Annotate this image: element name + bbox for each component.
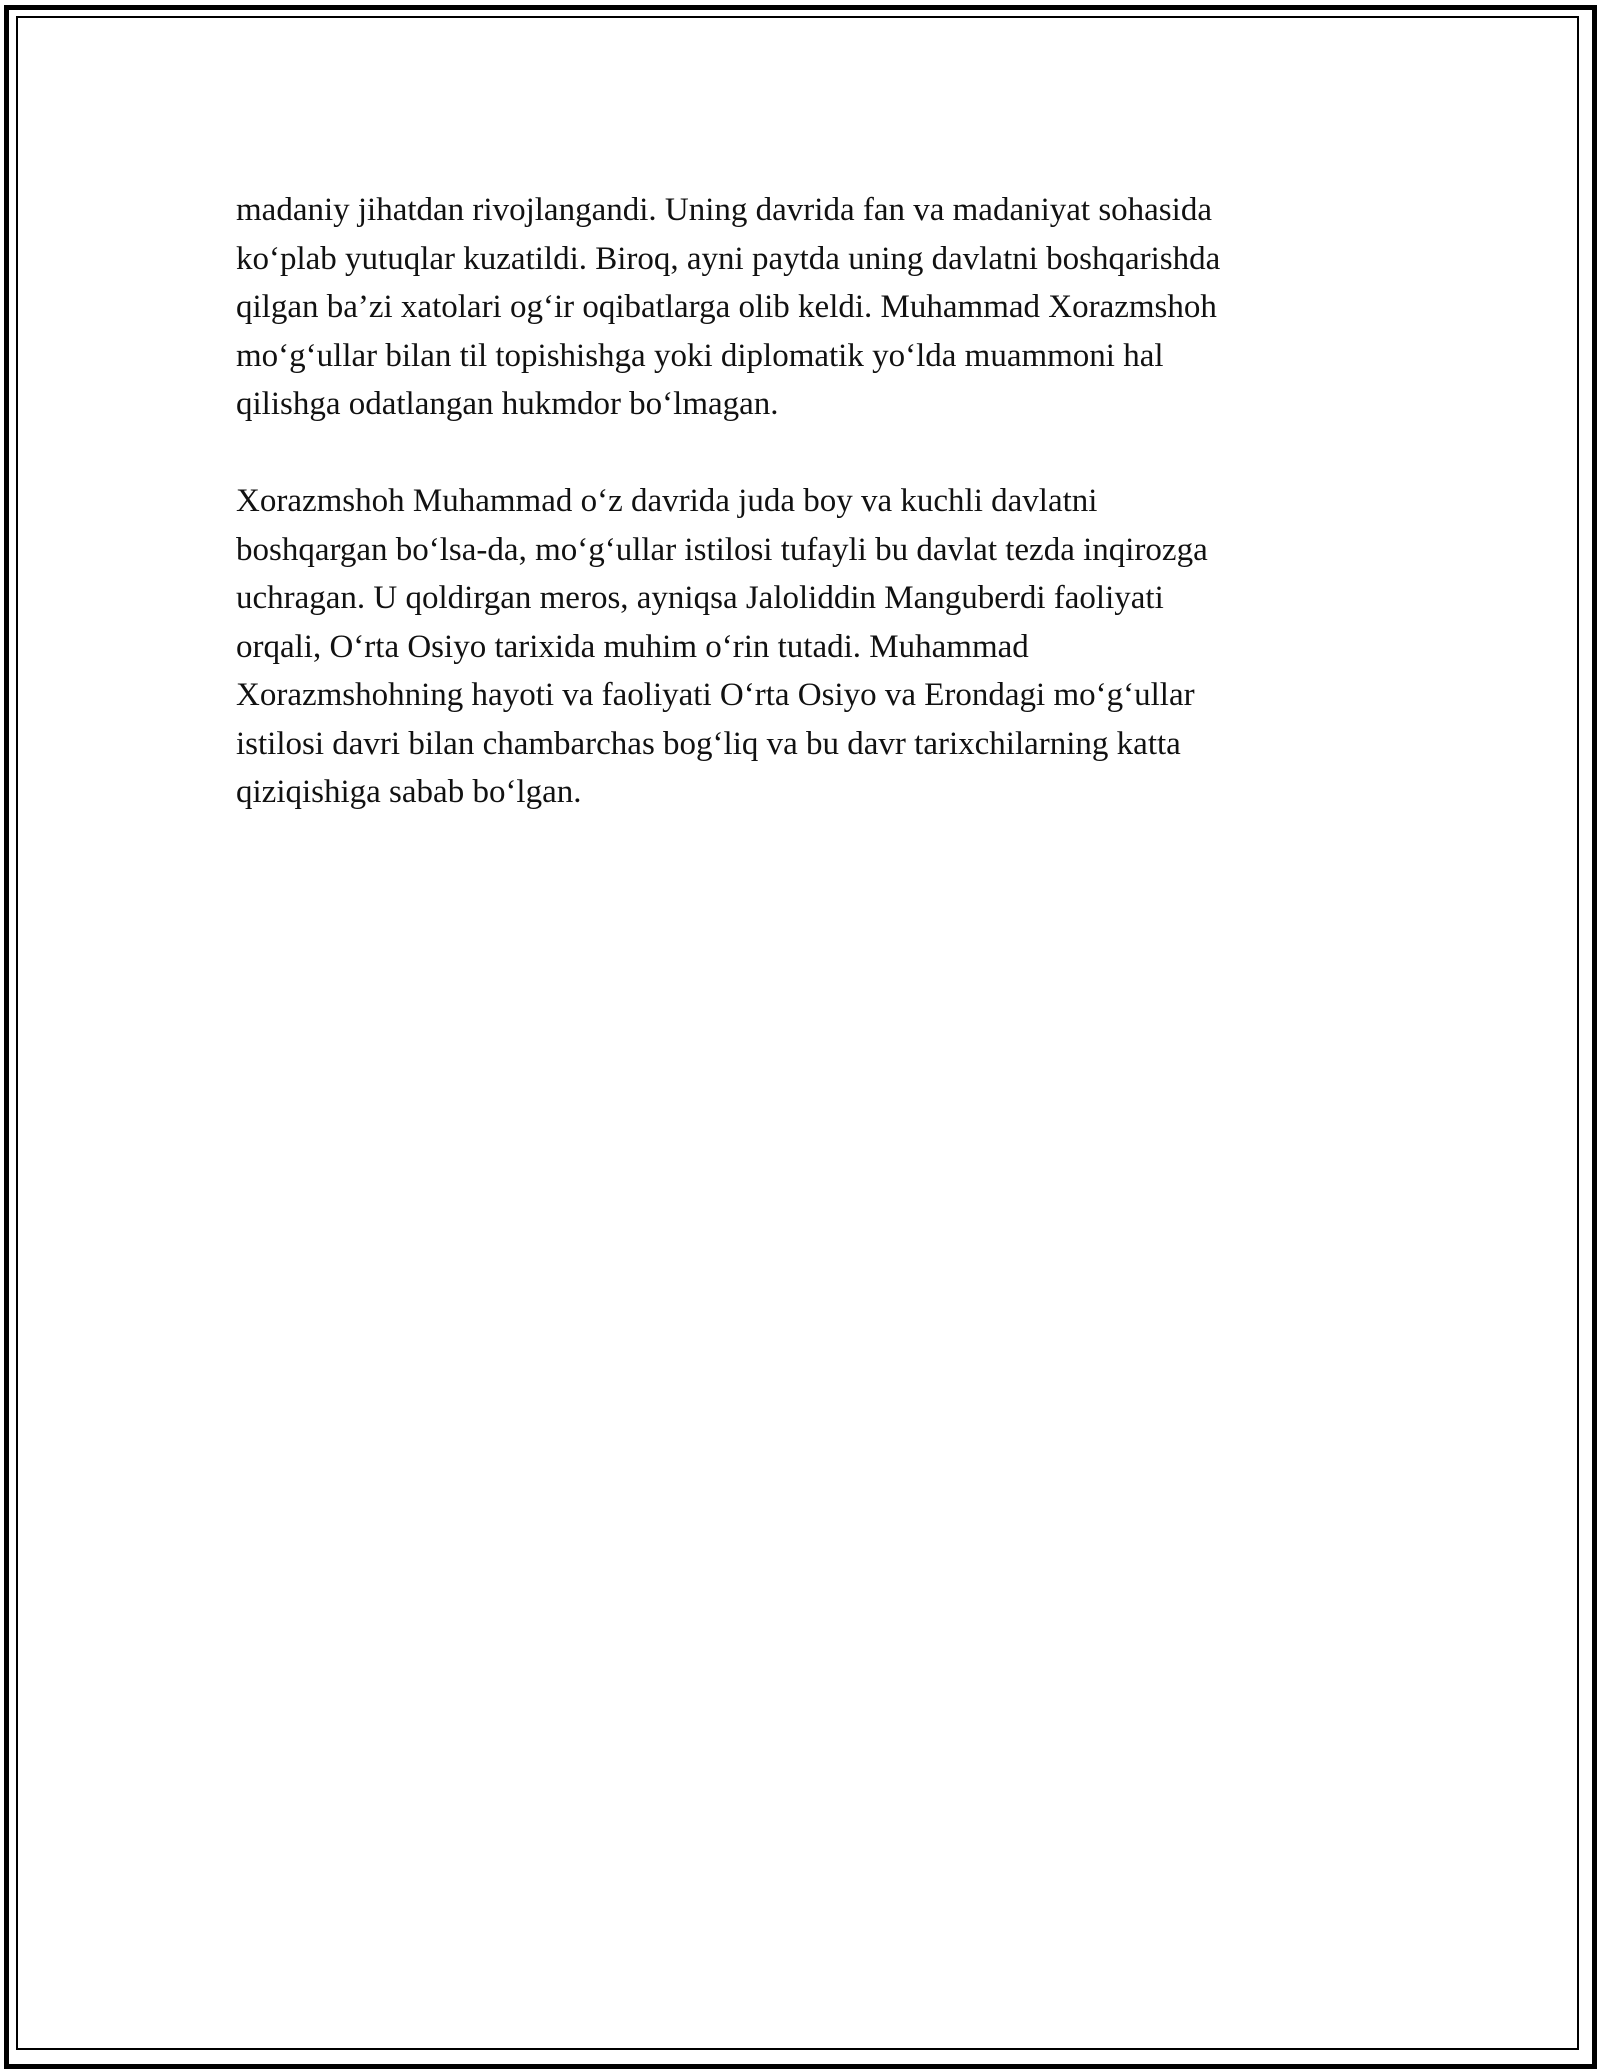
text-line: istilosi davri bilan chambarchas bog‘liq va bu davr tarixchilarning katta <box>236 725 1181 762</box>
text-line: uchragan. U qoldirgan meros, ayniqsa Jaloliddin Manguberdi faoliyati <box>236 580 1164 616</box>
text-line: Xorazmshoh Muhammad o‘z davrida juda boy va kuchli davlatni <box>236 483 1098 519</box>
text-line: boshqargan bo‘lsa-da, mo‘g‘ullar istilosi tufayli bu davlat tezda inqirozga <box>236 531 1208 568</box>
text-line: madaniy jihatdan rivojlangandi. Uning davrida fan va madaniyat sohasida <box>236 192 1212 228</box>
text-line: qilgan ba’zi xatolari og‘ir oqibatlarga olib keldi. Muhammad Xorazmshoh <box>236 289 1217 325</box>
text-line: qilishga odatlangan hukmdor bo‘lmagan. <box>236 386 779 422</box>
document-body <box>236 186 1346 865</box>
text-line: ko‘plab yutuqlar kuzatildi. Biroq, ayni paytda uning davlatni boshqarishda <box>236 240 1221 277</box>
text-line: mo‘g‘ullar bilan til topishishga yoki diplomatik yo‘lda muammoni hal <box>236 337 1164 374</box>
text-line: Xorazmshohning hayoti va faoliyati O‘rta Osiyo va Erondagi mo‘g‘ullar <box>236 677 1195 713</box>
text-line: qiziqishiga sabab bo‘lgan. <box>236 774 582 810</box>
paragraph-2 <box>236 477 1346 817</box>
text-line: orqali, O‘rta Osiyo tarixida muhim o‘rin tutadi. Muhammad <box>236 628 1029 665</box>
paragraph-1 <box>236 186 1346 429</box>
